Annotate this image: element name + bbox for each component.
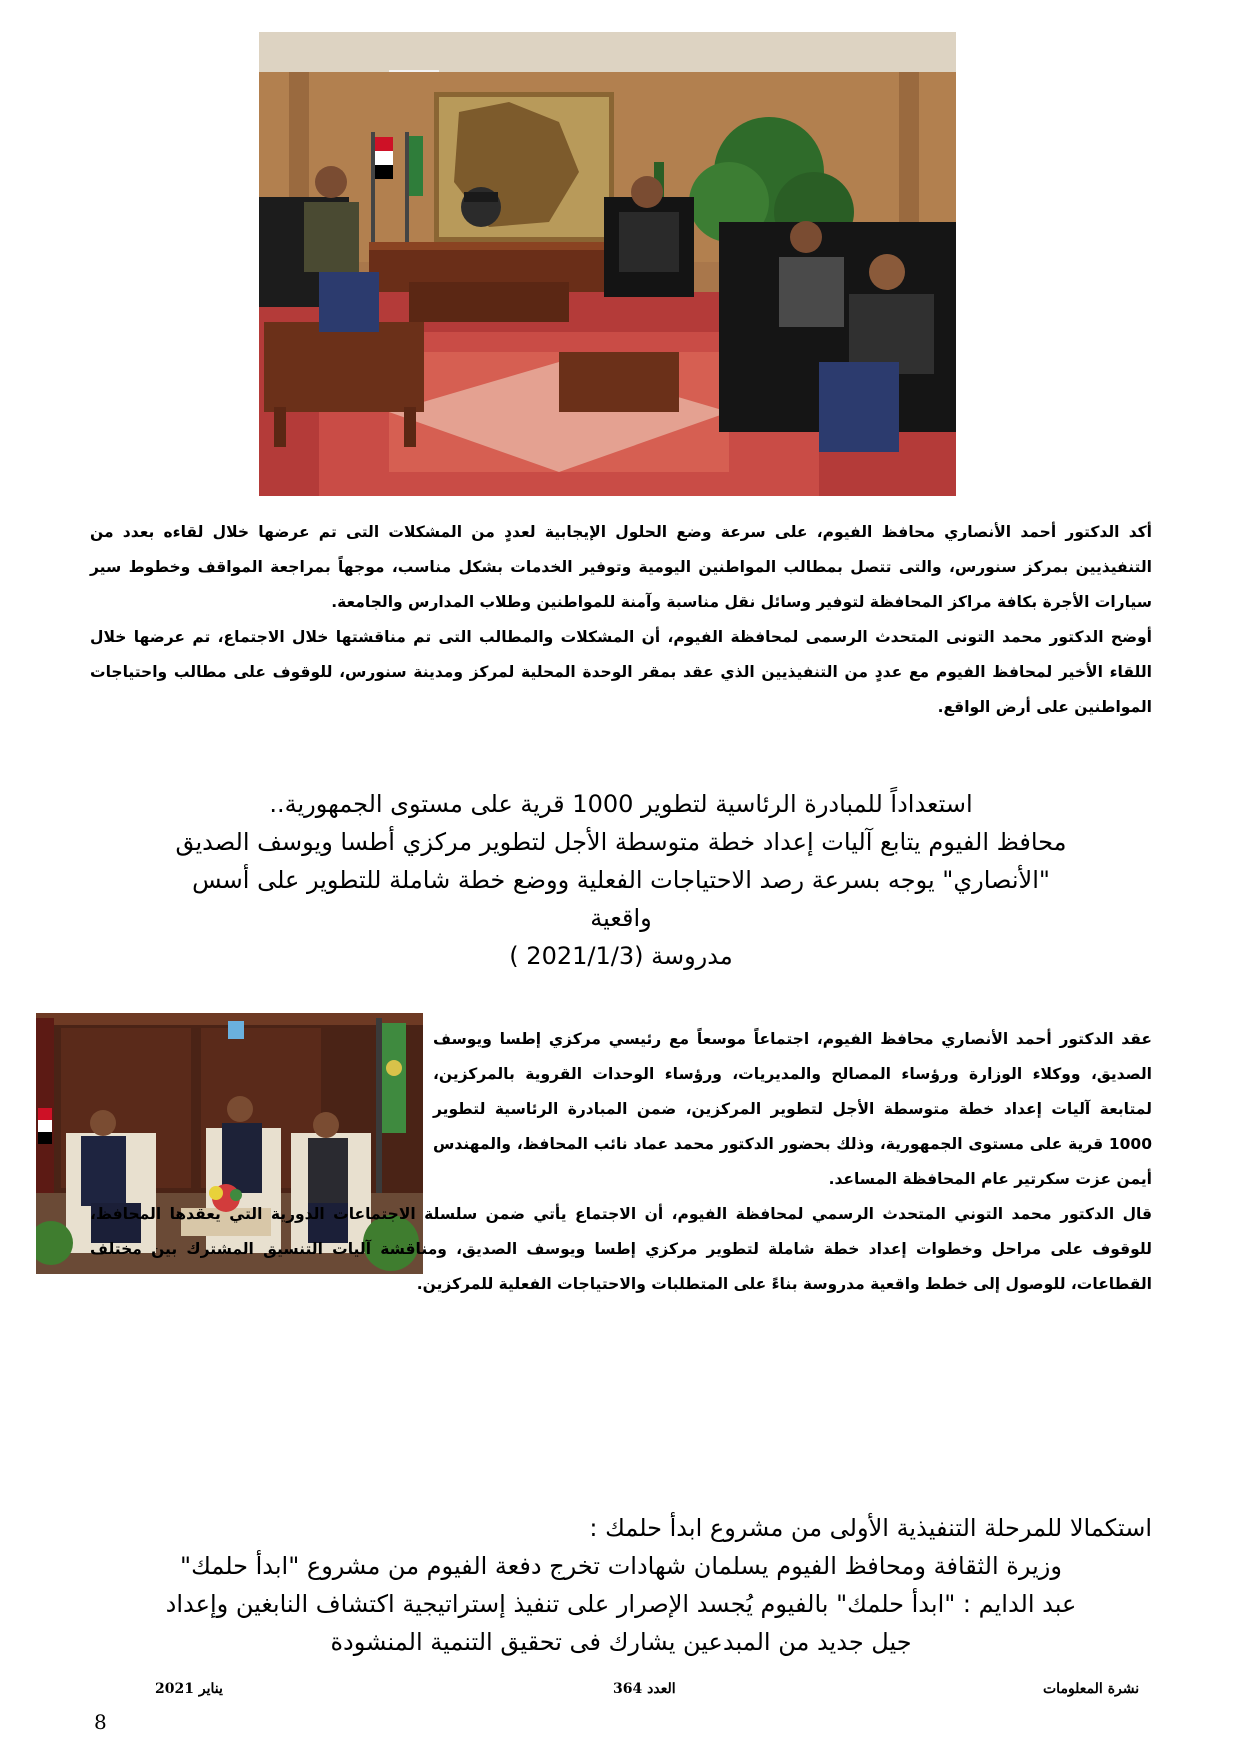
footer-date: يناير 2021: [155, 1681, 223, 1697]
headline-line: استكمالا للمرحلة التنفيذية الأولى من مشروع ابدأ حلمك :: [589, 1514, 1152, 1542]
article1-paragraph-2: أوضح الدكتور محمد التونى المتحدث الرسمى لمحافظة الفيوم، أن المشكلات والمطالب التى تم مناقشتها خلال الاجتماع، تم عرضها خلال اللقاء الأخير لمحافظ الفيوم مع عددٍ من التنفيذيين الذي عقد بمقر الوحدة المحلية لمركز ومدينة سنورس، للوقوف على مطالب واحتياجات المواطنين على أرض الواقع.: [90, 628, 1152, 716]
headline-line: محافظ الفيوم يتابع آليات إعداد خطة متوسطة الأجل لتطوير مركزي أطسا ويوسف الصديق: [175, 828, 1067, 856]
headline-line: استعداداً للمبادرة الرئاسية لتطوير 1000 قرية على مستوى الجمهورية..: [269, 790, 973, 818]
headline-line: عبد الدايم : "ابدأ حلمك" بالفيوم يُجسد الإصرار على تنفيذ إستراتيجية اكتشاف النابغين وإعداد: [165, 1590, 1077, 1618]
headline-line: "الأنصاري" يوجه بسرعة رصد الاحتياجات الفعلية ووضع خطة شاملة للتطوير على أسس: [192, 866, 1050, 894]
headline-line: واقعية: [590, 904, 652, 932]
footer-issue: العدد 364: [613, 1681, 676, 1697]
headline-villages-initiative: [90, 785, 1152, 975]
article2-paragraph-2: قال الدكتور محمد التوني المتحدث الرسمي لمحافظة الفيوم، أن الاجتماع يأتي ضمن سلسلة الاجتماعات الدورية التي يعقدها المحافظ، للوقوف على مراحل وخطوات إعداد خطة شاملة لتطوير مركزي إطسا ويوسف الصديق، ومناقشة آليات التنسيق المشترك بين مختلف القطاعات، للوصول إلى خطط واقعية مدروسة بناءً على المتطلبات والاحتياجات الفعلية للمركزين.: [90, 1205, 1152, 1293]
article1-paragraph-1: أكد الدكتور أحمد الأنصاري محافظ الفيوم، على سرعة وضع الحلول الإيجابية لعددٍ من المشكلات التى تم عرضها خلال لقاءه بعدد من التنفيذيين بمركز سنورس، والتى تتصل بمطالب المواطنين اليومية وتوفير الخدمات بشكل مناسب، موجهاً بمراجعة المواقف وخطوط سير سيارات الأجرة بكافة مراكز المحافظة لتوفير وسائل نقل مناسبة وآمنة للمواطنين وطلاب المدارس والجامعة.: [90, 523, 1152, 611]
headline-line: جيل جديد من المبدعين يشارك فى تحقيق التنمية المنشودة: [330, 1628, 912, 1656]
headline-start-your-dream: [90, 1509, 1152, 1661]
headline-line: وزيرة الثقافة ومحافظ الفيوم يسلمان شهادات تخرج دفعة الفيوم من مشروع "ابدأ حلمك": [180, 1552, 1062, 1580]
page-number: 8: [94, 1710, 107, 1734]
footer-publication: نشرة المعلومات: [1043, 1681, 1140, 1697]
office-meeting-photo: [259, 32, 956, 496]
article2-paragraph-1: عقد الدكتور أحمد الأنصاري محافظ الفيوم، اجتماعاً موسعاً مع رئيسي مركزي إطسا ويوسف الصديق، ووكلاء الوزارة ورؤساء المصالح والمديريات، ورؤساء الوحدات القروية بالمركزين، لمتابعة آليات إعداد خطة متوسطة الأجل لتطوير المركزين، ضمن المبادرة الرئاسية لتطوير 1000 قرية على مستوى الجمهورية، وذلك بحضور الدكتور محمد عماد نائب المحافظ، والمهندس أيمن عزت سكرتير عام المحافظة المساعد.: [433, 1030, 1152, 1188]
headline-line: مدروسة (2021/1/3 ): [509, 942, 733, 970]
